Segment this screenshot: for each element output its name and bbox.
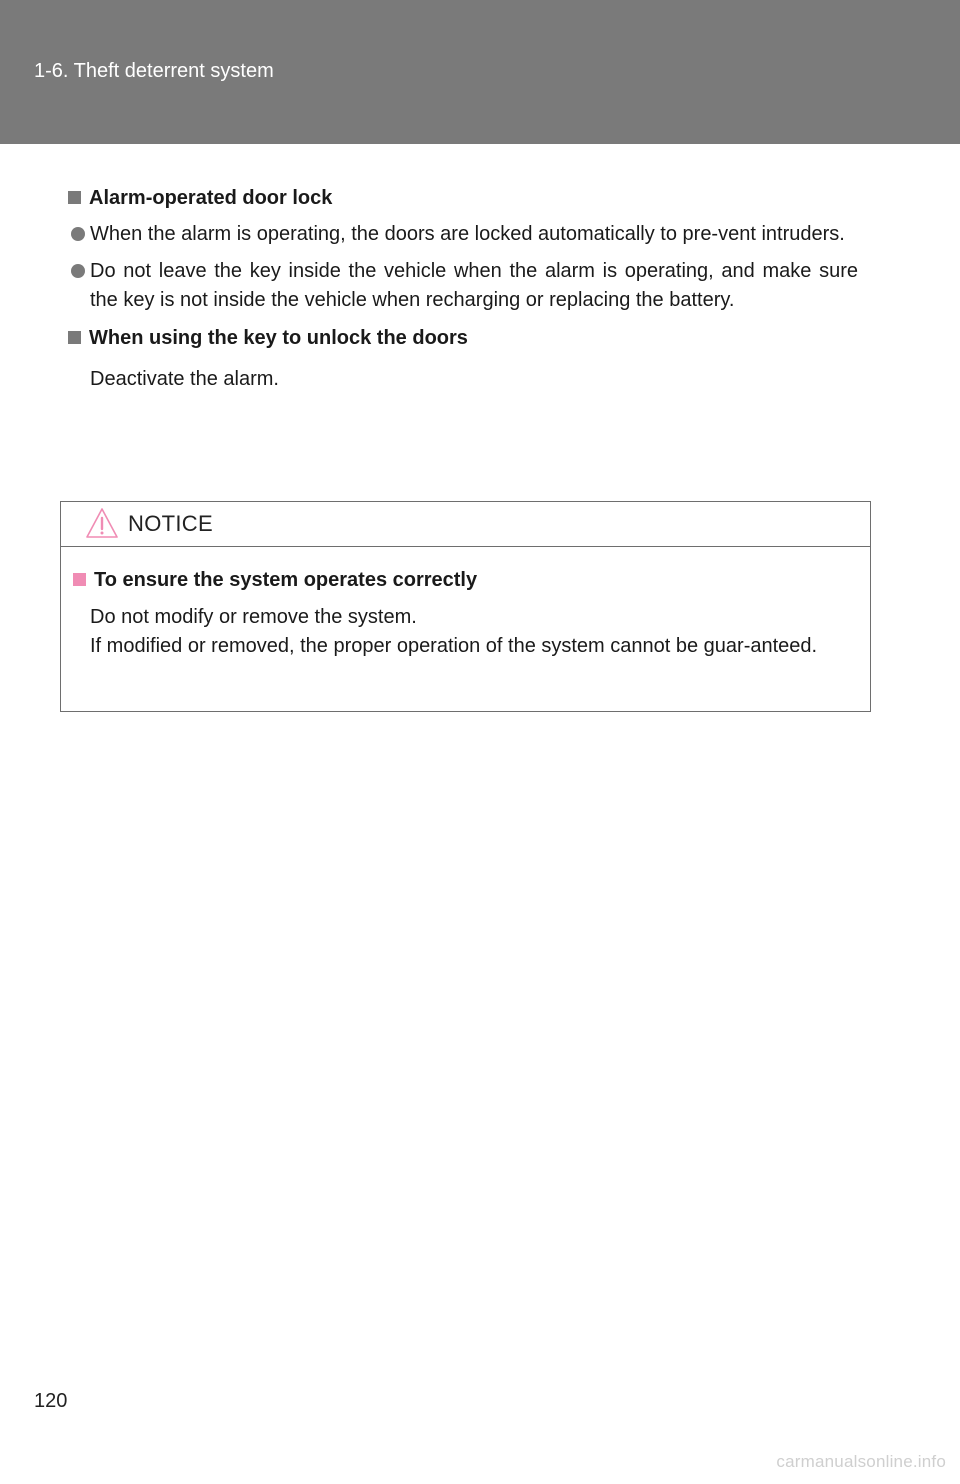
section-heading xyxy=(68,323,858,353)
section-heading-text: When using the key to unlock the doors xyxy=(89,327,468,349)
bullet-list xyxy=(68,220,858,315)
circle-bullet-icon xyxy=(71,264,85,278)
notice-body xyxy=(73,566,861,661)
notice-box xyxy=(60,501,871,712)
pink-square-bullet-icon xyxy=(73,573,86,586)
main-content xyxy=(68,183,858,394)
notice-text xyxy=(73,603,861,661)
section-heading xyxy=(68,183,858,213)
circle-bullet-icon xyxy=(71,227,85,241)
section-heading-text: Alarm-operated door lock xyxy=(89,187,333,209)
page-number: 120 xyxy=(34,1390,68,1412)
section-paragraph: Deactivate the alarm. xyxy=(90,368,279,390)
notice-line: Do not modify or remove the system. xyxy=(90,606,417,628)
list-item-text: Do not leave the key inside the vehicle when the alarm is operating, and make sure the key is not inside the vehicle when recharging or replacing the battery. xyxy=(90,260,858,311)
notice-heading-text: To ensure the system operates correctly xyxy=(94,569,478,591)
list-item xyxy=(68,257,858,315)
notice-heading xyxy=(73,566,861,594)
header-band xyxy=(0,0,960,144)
notice-line: If modified or removed, the proper operation of the system cannot be guar-anteed. xyxy=(90,635,818,657)
section-title: 1-6. Theft deterrent system xyxy=(34,60,274,82)
notice-title: NOTICE xyxy=(128,511,213,536)
notice-header xyxy=(61,502,870,547)
list-item xyxy=(68,220,858,249)
list-item-text: When the alarm is operating, the doors are locked automatically to pre-vent intruders. xyxy=(90,223,845,245)
square-bullet-icon xyxy=(68,331,81,344)
watermark: carmanualsonline.info xyxy=(776,1452,946,1471)
warning-triangle-icon xyxy=(85,507,119,539)
square-bullet-icon xyxy=(68,191,81,204)
